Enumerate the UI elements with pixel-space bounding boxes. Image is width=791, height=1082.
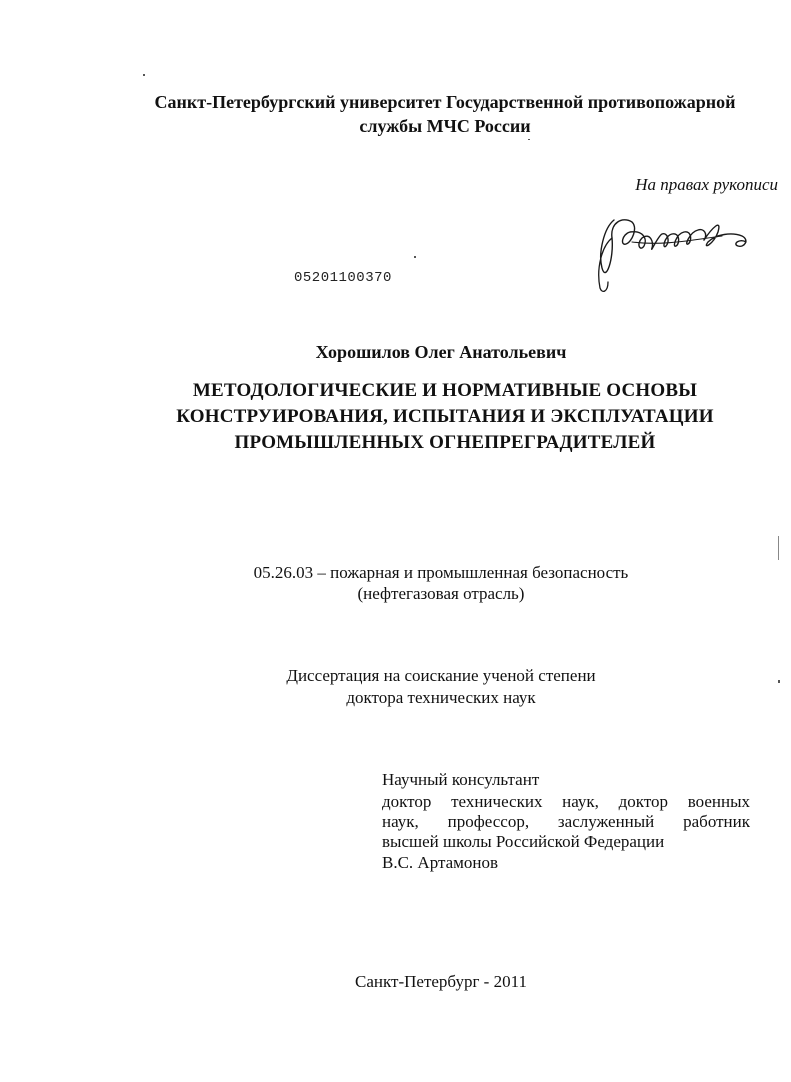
signature-stroke-tail [704, 225, 746, 246]
signature-image [592, 198, 762, 296]
dissertation-line-2: доктора технических наук [346, 688, 536, 707]
consultant-heading: Научный консультант [382, 770, 540, 789]
city-year: Санкт-Петербург - 2011 [355, 972, 527, 991]
specialty-line-1: 05.26.03 – пожарная и промышленная безопасность [253, 563, 629, 582]
consultant-line-2: наук, профессор, заслуженный работник [382, 812, 750, 831]
manuscript-note: На правах рукописи [635, 175, 778, 194]
scan-edge-mark [778, 536, 779, 560]
specialty-line-2: (нефтегазовая отрасль) [357, 584, 525, 603]
dissertation-line-1: Диссертация на соискание ученой степени [286, 666, 596, 685]
scan-speck [414, 256, 416, 258]
consultant-line-3: высшей школы Российской Федерации [382, 832, 665, 851]
scan-speck [528, 139, 530, 140]
university-line-2: службы МЧС России [359, 116, 531, 136]
consultant-name: В.С. Артамонов [382, 853, 499, 872]
scan-speck [143, 74, 145, 76]
consultant-line-1: доктор технических наук, доктор военных [382, 792, 750, 811]
title-line-3: ПРОМЫШЛЕННЫХ ОГНЕПРЕГРАДИТЕЛЕЙ [234, 432, 656, 453]
document-number: 05201100370 [294, 270, 392, 286]
author-name: Хорошилов Олег Анатольевич [315, 342, 567, 362]
university-line-1: Санкт-Петербургский университет Государственной противопожарной [154, 92, 736, 112]
signature-stroke-main [601, 220, 706, 273]
university-header [100, 90, 790, 138]
scan-speck [778, 680, 780, 683]
title-line-2: КОНСТРУИРОВАНИЯ, ИСПЫТАНИЯ И ЭКСПЛУАТАЦИИ [176, 406, 714, 427]
title-line-1: МЕТОДОЛОГИЧЕСКИЕ И НОРМАТИВНЫЕ ОСНОВЫ [192, 380, 698, 401]
